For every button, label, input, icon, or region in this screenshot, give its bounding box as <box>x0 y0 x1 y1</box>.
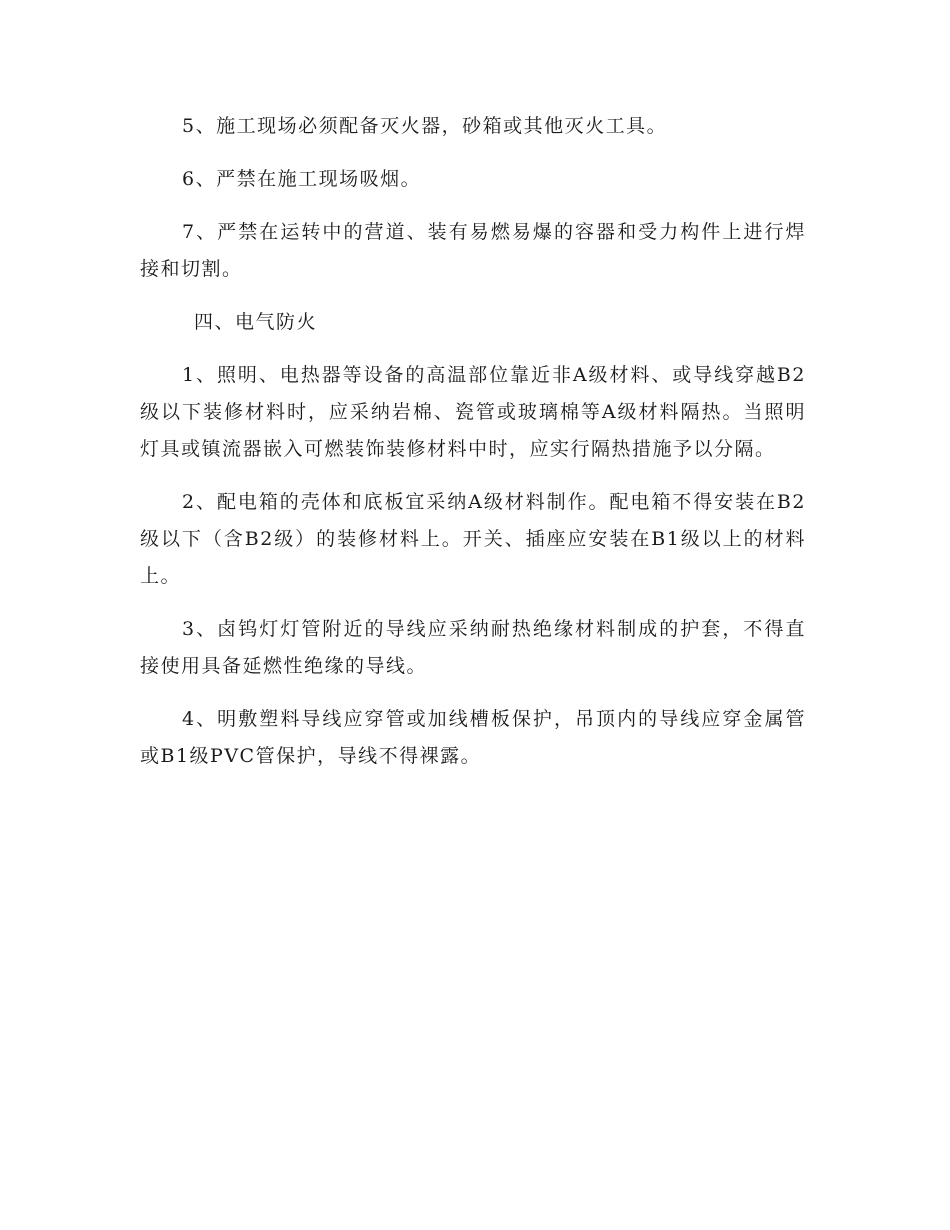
paragraph-item-2: 2、配电箱的壳体和底板宜采纳A级材料制作。配电箱不得安装在B2级以下（含B2级）的装修材料上。开关、插座应安装在B1级以上的材料上。 <box>140 491 806 587</box>
section-heading-electrical-fire-prevention: 四、电气防火 <box>194 311 318 333</box>
paragraph-item-1: 1、照明、电热器等设备的高温部位靠近非A级材料、或导线穿越B2级以下装修材料时，应采纳岩棉、瓷管或玻璃棉等A级材料隔热。当照明灯具或镇流器嵌入可燃装饰装修材料中时，应实行隔热措施予以分隔。 <box>140 364 806 460</box>
paragraph-item-7: 7、严禁在运转中的营道、装有易燃易爆的容器和受力构件上进行焊接和切割。 <box>140 221 806 280</box>
paragraph-item-4: 4、明敷塑料导线应穿管或加线槽板保护，吊顶内的导线应穿金属管或B1级PVC管保护，导线不得裸露。 <box>140 708 806 767</box>
document-page <box>140 108 806 775</box>
paragraph-item-5: 5、施工现场必须配备灭火器，砂箱或其他灭火工具。 <box>182 115 668 137</box>
paragraph-item-3: 3、卤钨灯灯管附近的导线应采纳耐热绝缘材料制成的护套，不得直接使用具备延燃性绝缘的导线。 <box>140 618 806 677</box>
paragraph-item-6: 6、严禁在施工现场吸烟。 <box>182 168 422 190</box>
